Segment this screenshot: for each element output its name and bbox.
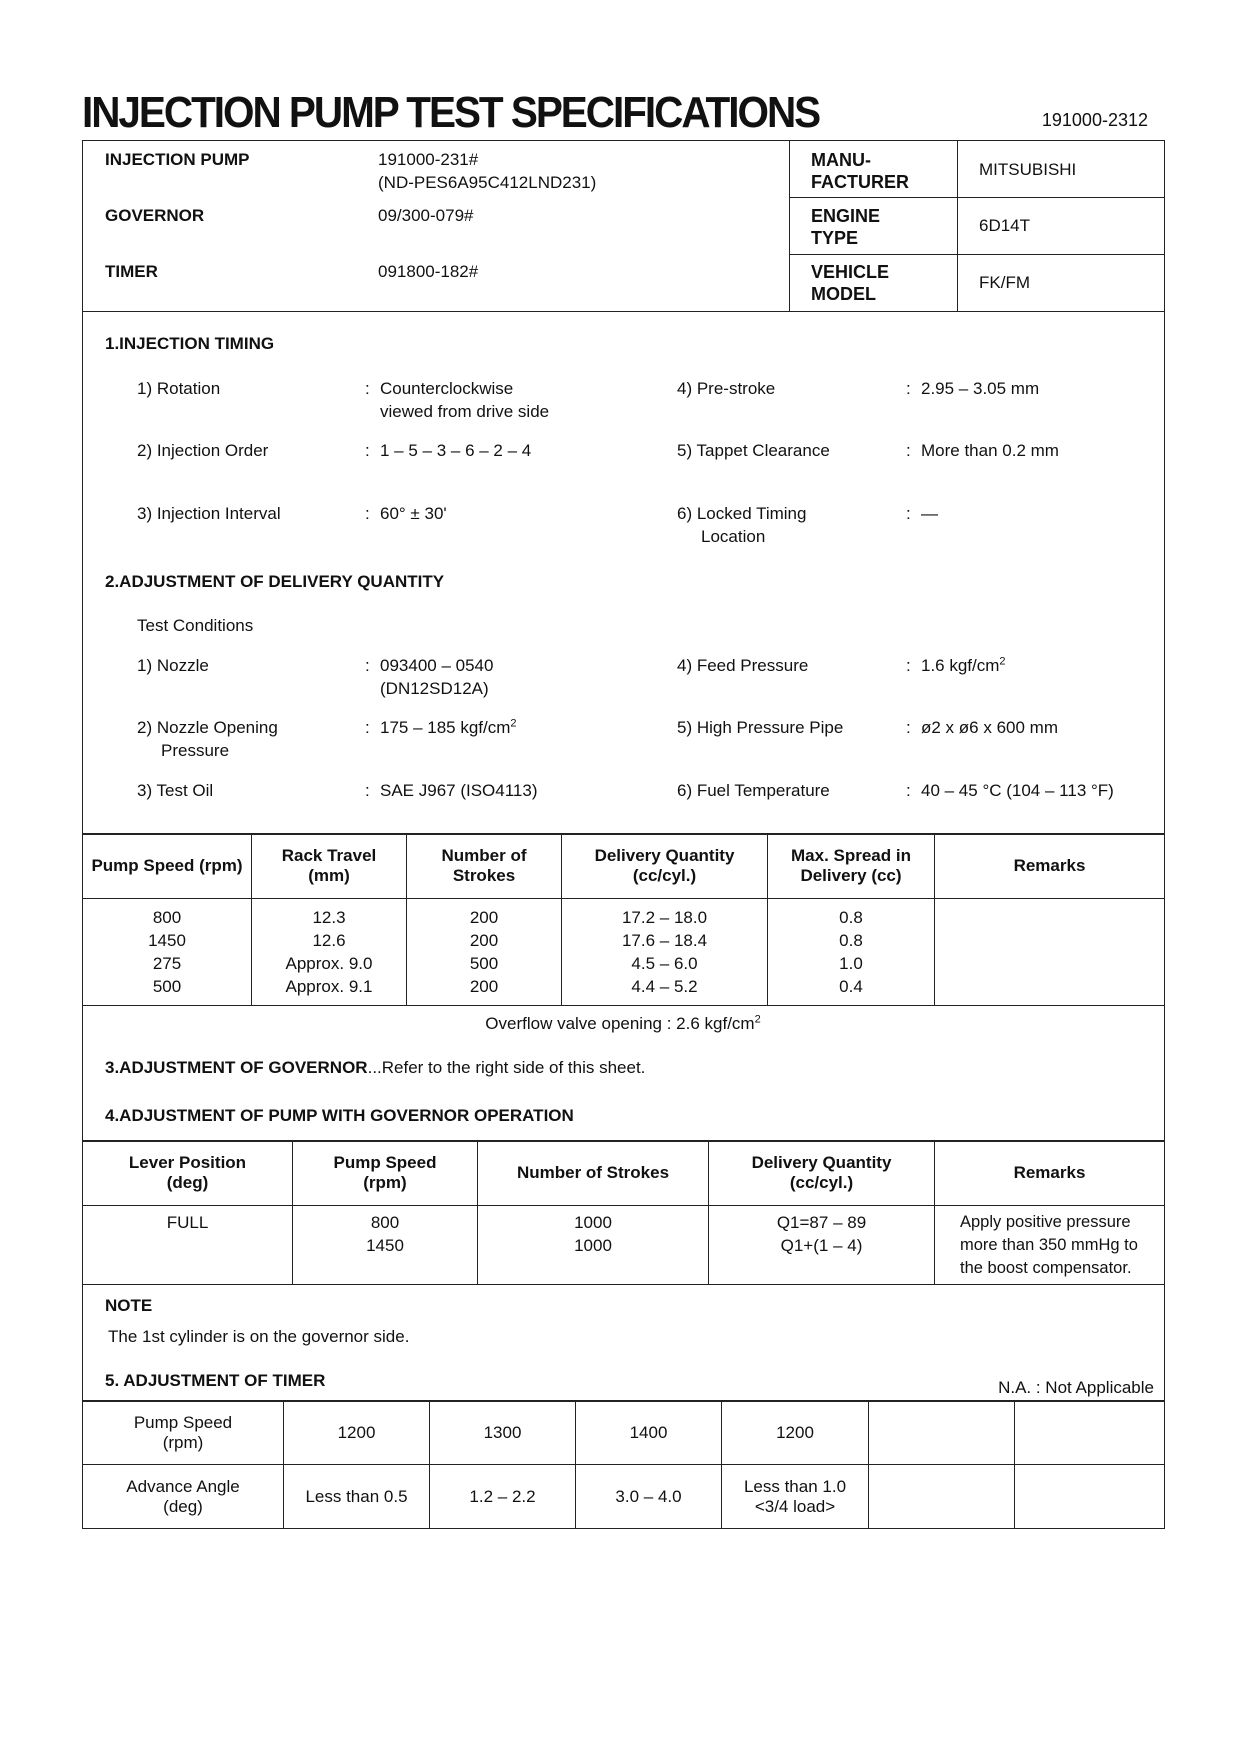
header-delivery: Delivery Quantity (cc/cyl.): [562, 834, 768, 899]
locked-timing-value: —: [921, 504, 938, 523]
max-spread-cell: 0.8 0.8 1.0 0.4: [768, 899, 935, 1006]
advance-angle-cell: Less than 0.5: [284, 1465, 430, 1529]
locked-timing-label: 6) Locked Timing: [677, 504, 807, 523]
feed-pressure-value: 1.6 kgf/$cm^2$: [921, 655, 1006, 675]
tappet-clearance-value: More than 0.2 mm: [921, 441, 1059, 460]
advance-angle-cell: Less than 1.0 <3/4 load>: [722, 1465, 869, 1529]
high-pressure-pipe-label: 5) High Pressure Pipe: [677, 718, 844, 737]
rack-travel-cell: 12.3 12.6 Approx. 9.0 Approx. 9.1: [252, 899, 407, 1006]
advance-angle-label: Advance Angle (deg): [83, 1465, 284, 1529]
empty-cell: [1015, 1401, 1165, 1465]
strokes-cell: 200 200 500 200: [407, 899, 562, 1006]
lever-position-cell: FULL: [83, 1206, 293, 1285]
high-pressure-pipe-value: ø2 x ø6 x 600 mm: [921, 718, 1058, 737]
header-remarks: Remarks: [935, 834, 1165, 899]
strokes-cell: 1000 1000: [478, 1206, 709, 1285]
rotation-value: Counterclockwise: [380, 379, 514, 398]
colon: :: [365, 718, 370, 737]
rotation-label: 1) Rotation: [137, 379, 221, 398]
advance-angle-cell: 3.0 – 4.0: [576, 1465, 722, 1529]
fuel-temperature-value: 40 – 45 °C (104 – 113 °F): [921, 781, 1114, 800]
section-1-heading: 1.INJECTION TIMING: [105, 334, 275, 353]
pump-speed-label: Pump Speed (rpm): [83, 1401, 284, 1465]
timer-table: [82, 1400, 1165, 1529]
rotation-value-2: viewed from drive side: [380, 402, 550, 421]
feed-pressure-label: 4) Feed Pressure: [677, 656, 809, 675]
delivery-cell: Q1=87 – 89 Q1+(1 – 4): [709, 1206, 935, 1285]
vehicle-model-value: FK/FM: [979, 273, 1030, 292]
not-applicable-note: N.A. : Not Applicable: [998, 1378, 1154, 1397]
pump-label: INJECTION PUMP: [105, 150, 250, 169]
timer-speed-cell: 1400: [576, 1401, 722, 1465]
locked-timing-label-2: Location: [701, 527, 766, 546]
header-remarks: Remarks: [935, 1141, 1165, 1206]
nozzle-opening-pressure-label: 2) Nozzle Opening: [137, 718, 278, 737]
colon: :: [365, 379, 370, 398]
page-title: INJECTION PUMP TEST SPECIFICATIONS: [82, 88, 820, 137]
fuel-temperature-label: 6) Fuel Temperature: [677, 781, 830, 800]
remarks-cell: [935, 899, 1165, 1006]
injection-order-value: 1 – 5 – 3 – 6 – 2 – 4: [380, 441, 532, 460]
note-box: [82, 1282, 1165, 1402]
manufacturer-value: MITSUBISHI: [979, 160, 1077, 179]
governor-box: [82, 1003, 1165, 1142]
vehicle-model-label: VEHICLE MODEL: [811, 262, 890, 304]
colon: :: [365, 656, 370, 675]
note-heading: NOTE: [105, 1296, 153, 1315]
delivery-table-wrap: [82, 833, 1165, 1006]
delivery-table: [82, 833, 1165, 1006]
timer-speed-cell: 1200: [284, 1401, 430, 1465]
info-box: [82, 140, 1165, 312]
pump-speed-cell: 800 1450 275 500: [83, 899, 252, 1006]
overflow-valve-text: Overflow valve opening : 2.6 kgf/$cm^2$: [485, 1013, 761, 1033]
colon: :: [906, 379, 911, 398]
prestroke-label: 4) Pre-stroke: [677, 379, 776, 398]
info-hline-1: [789, 197, 1165, 198]
info-divider-1: [789, 141, 790, 311]
colon: :: [906, 656, 911, 675]
manufacturer-label: MANU- FACTURER: [811, 150, 909, 192]
header-max-spread: Max. Spread in Delivery (cc): [768, 834, 935, 899]
timer-table-wrap: [82, 1400, 1165, 1529]
engine-type-label: ENGINE TYPE: [811, 206, 881, 248]
document-number: 191000-2312: [1041, 110, 1148, 130]
empty-cell: [869, 1465, 1015, 1529]
nozzle-opening-pressure-value: 175 – 185 kgf/$cm^2$: [380, 717, 517, 737]
section-4-heading: 4.ADJUSTMENT OF PUMP WITH GOVERNOR OPERATION: [105, 1106, 574, 1125]
header-pump-speed: Pump Speed (rpm): [293, 1141, 478, 1206]
info-divider-2: [957, 141, 958, 311]
governor-value: 09/300-079#: [378, 206, 474, 225]
colon: :: [365, 781, 370, 800]
test-oil-value: SAE J967 (ISO4113): [380, 781, 538, 800]
pump-value: 191000-231#: [378, 150, 479, 169]
injection-interval-label: 3) Injection Interval: [137, 504, 281, 523]
colon: :: [906, 441, 911, 460]
governor-label: GOVERNOR: [105, 206, 205, 225]
advance-angle-cell: 1.2 – 2.2: [430, 1465, 576, 1529]
governor-table-wrap: [82, 1140, 1165, 1285]
empty-cell: [1015, 1465, 1165, 1529]
pump-speed-cell: 800 1450: [293, 1206, 478, 1285]
injection-order-label: 2) Injection Order: [137, 441, 269, 460]
injection-interval-value: 60° ± 30': [380, 504, 447, 523]
header-rack-travel: Rack Travel (mm): [252, 834, 407, 899]
colon: :: [906, 504, 911, 523]
section-5-heading: 5. ADJUSTMENT OF TIMER: [105, 1371, 326, 1390]
timer-label: TIMER: [105, 262, 158, 281]
timer-speed-cell: 1200: [722, 1401, 869, 1465]
info-hline-2: [789, 254, 1165, 255]
header-lever-position: Lever Position (deg): [83, 1141, 293, 1206]
remarks-cell: Apply positive pressure more than 350 mmHg to the boost compensator.: [935, 1206, 1165, 1285]
colon: :: [365, 504, 370, 523]
note-text: The 1st cylinder is on the governor side.: [108, 1327, 410, 1346]
colon: :: [906, 718, 911, 737]
engine-type-value: 6D14T: [979, 216, 1031, 235]
header-pump-speed: Pump Speed (rpm): [83, 834, 252, 899]
nozzle-opening-pressure-label-2: Pressure: [161, 741, 230, 760]
nozzle-value: 093400 – 0540: [380, 656, 494, 675]
section-3-heading: 3.ADJUSTMENT OF GOVERNOR...Refer to the right side of this sheet.: [105, 1058, 646, 1077]
header-delivery: Delivery Quantity (cc/cyl.): [709, 1141, 935, 1206]
conditions-box: [82, 310, 1165, 835]
colon: :: [365, 441, 370, 460]
tappet-clearance-label: 5) Tappet Clearance: [677, 441, 830, 460]
nozzle-value-2: (DN12SD12A): [380, 679, 489, 698]
pump-value-full: (ND-PES6A95C412LND231): [378, 173, 597, 192]
colon: :: [906, 781, 911, 800]
governor-table: [82, 1140, 1165, 1285]
section-2-heading: 2.ADJUSTMENT OF DELIVERY QUANTITY: [105, 572, 445, 591]
empty-cell: [869, 1401, 1015, 1465]
test-conditions-label: Test Conditions: [137, 616, 254, 635]
timer-value: 091800-182#: [378, 262, 479, 281]
header-strokes: Number of Strokes: [407, 834, 562, 899]
delivery-cell: 17.2 – 18.0 17.6 – 18.4 4.5 – 6.0 4.4 – 5.2: [562, 899, 768, 1006]
test-oil-label: 3) Test Oil: [137, 781, 214, 800]
prestroke-value: 2.95 – 3.05 mm: [921, 379, 1040, 398]
header-strokes: Number of Strokes: [478, 1141, 709, 1206]
timer-speed-cell: 1300: [430, 1401, 576, 1465]
nozzle-label: 1) Nozzle: [137, 656, 209, 675]
